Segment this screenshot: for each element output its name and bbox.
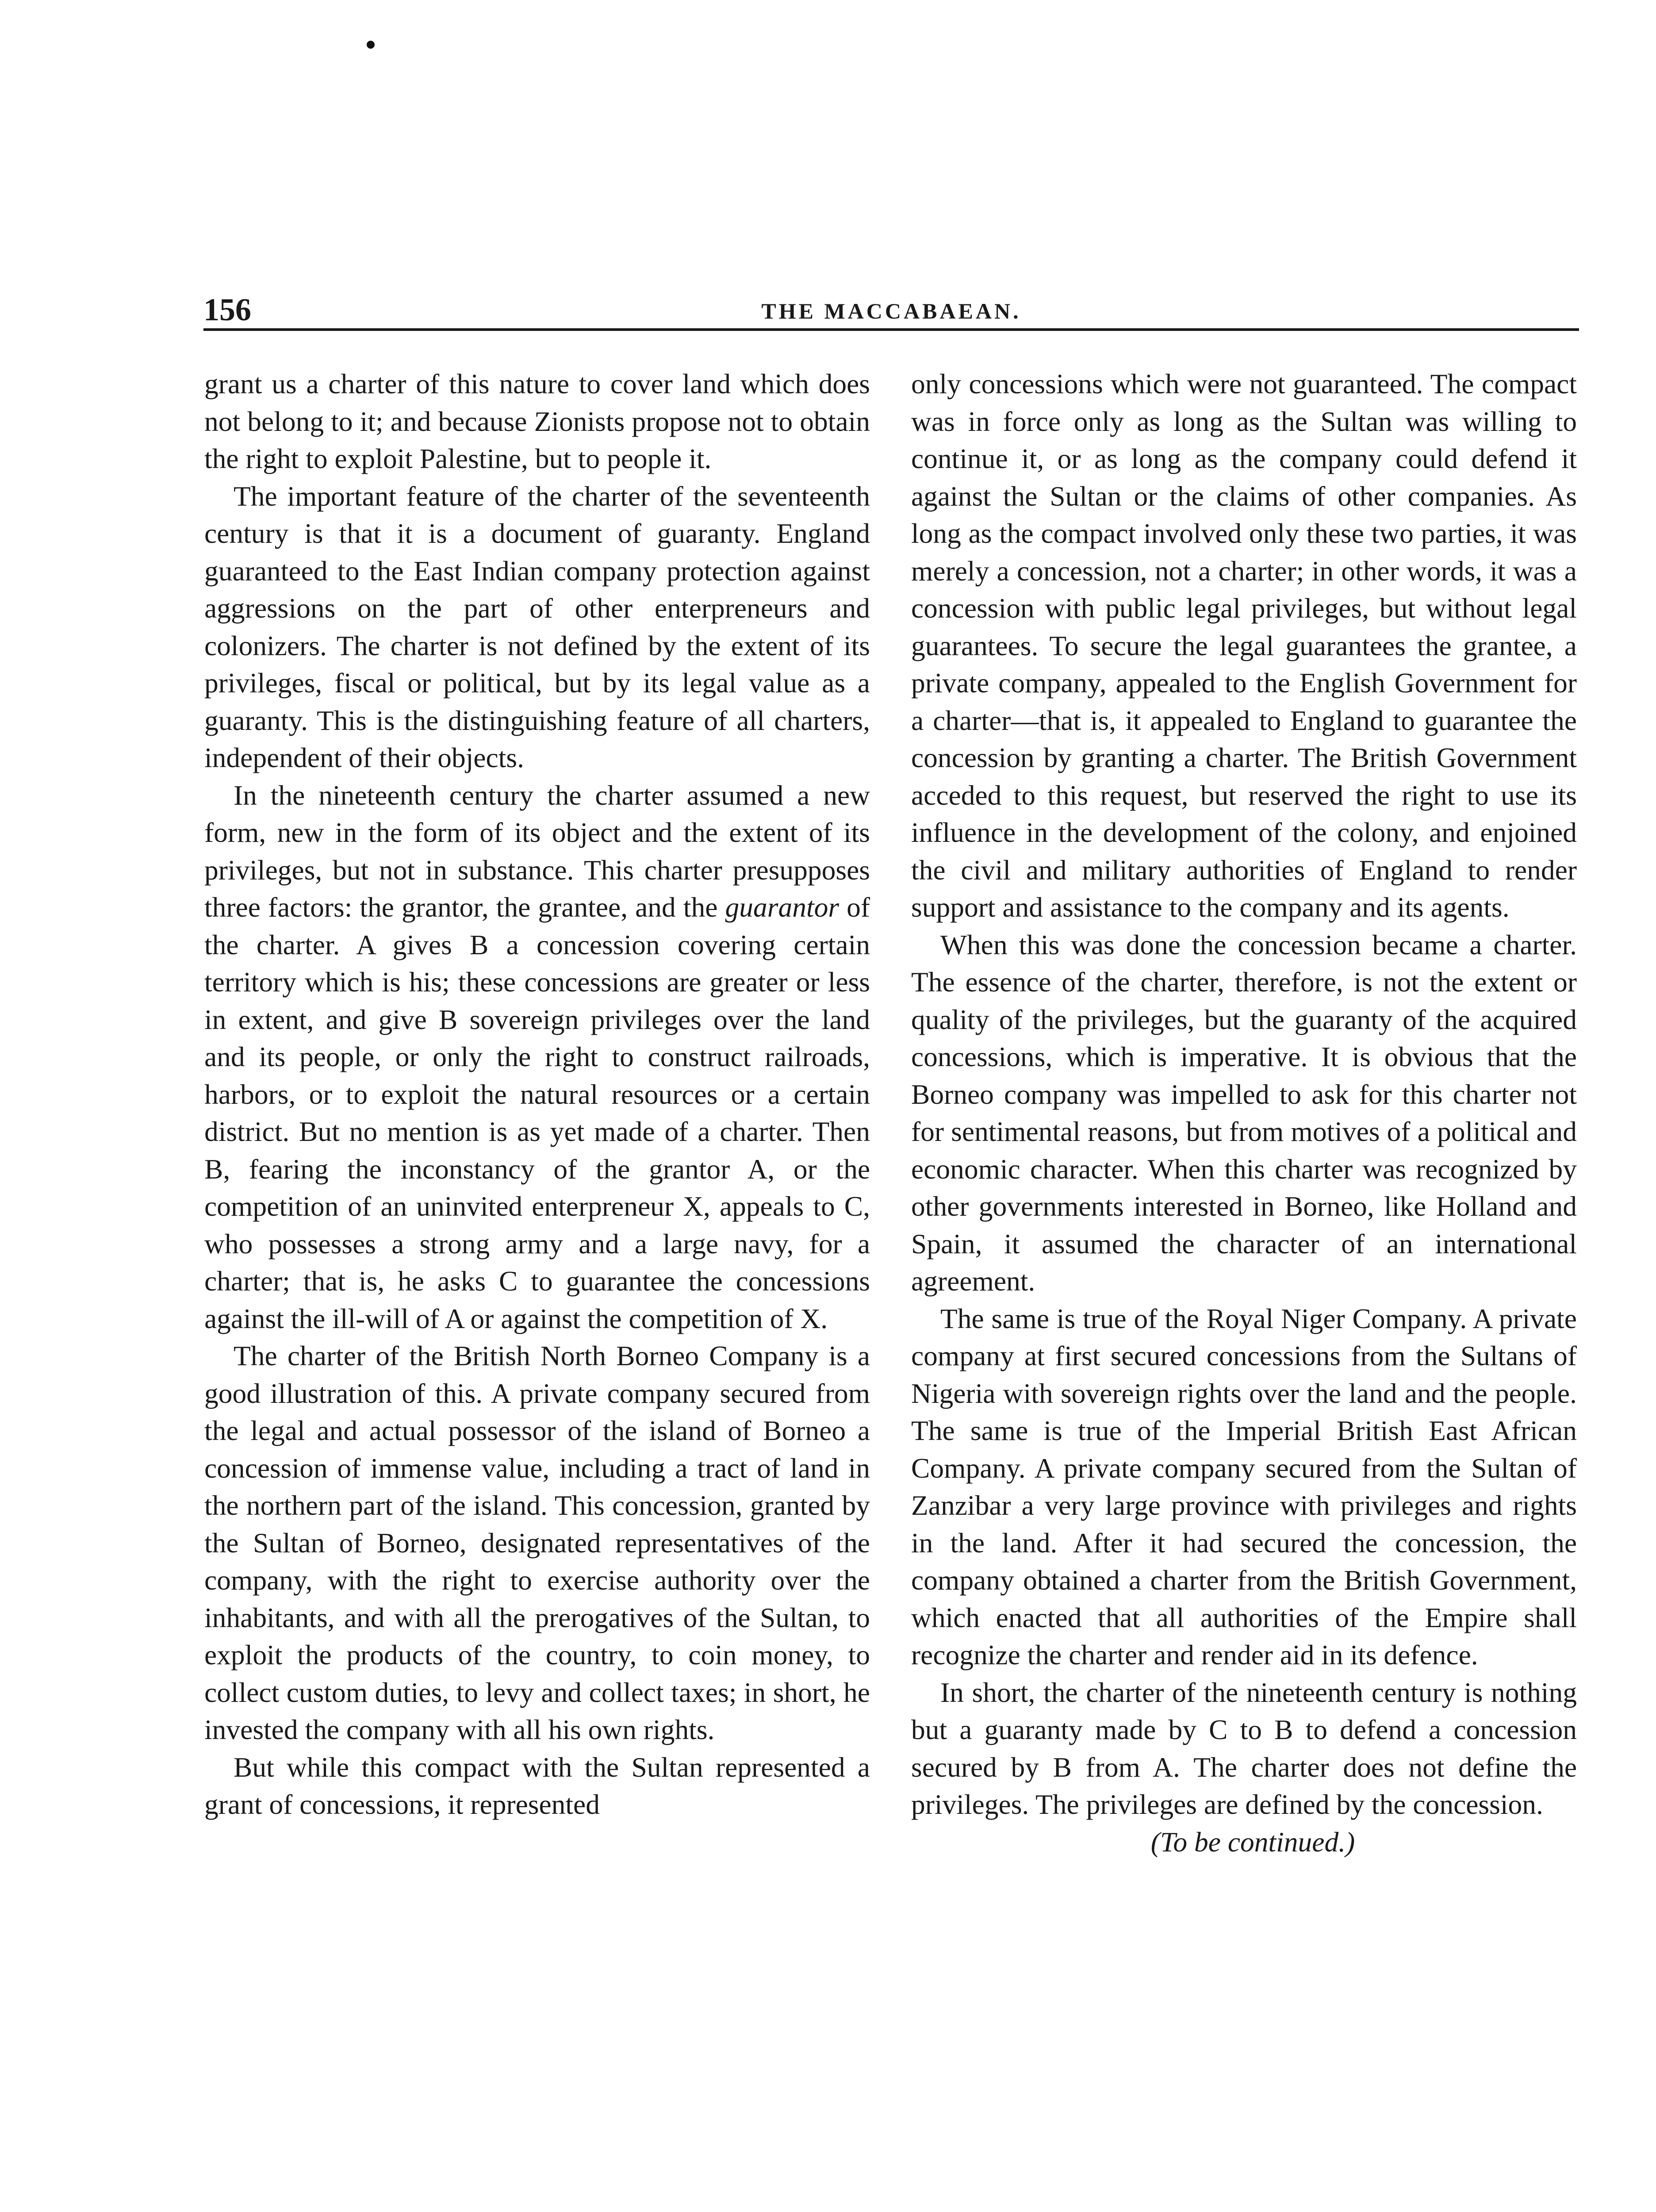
paragraph-text: In the nineteenth century the charter assumed a new form, new in the form of its object and the extent of its privileges, but not in substance. This charter presupposes three factors: the grantor, the grantee, and the <box>204 779 870 923</box>
journal-title: THE MACCABAEAN. <box>761 299 1021 323</box>
paragraph-in-short: In short, the charter of the nineteenth century is nothing but a guaranty made by C to B to defend a concession secured by B from A. The charter does not define the privileges. The privileges are defined by the concession. <box>911 1676 1577 1820</box>
running-header <box>203 288 1579 336</box>
left-column <box>204 365 870 1824</box>
paragraph-continuation: only concessions which were not guaranteed. The compact was in force only as long as the Sultan was willing to continue it, or as long as the company could defend it against the Sultan or the claims of other companies. As long as the compact involved only these two parties, it was merely a concession, not a charter; in other words, it was a concession with public legal privileges, but without legal guarantees. To secure the legal guarantees the grantee, a private company, appealed to the English Government for a charter—that is, it appealed to England to guarantee the concession by granting a charter. The British Government acceded to this request, but reserved the right to use its influence in the development of the colony, and enjoined the civil and military authorities of England to render support and assistance to the company and its agents. <box>911 368 1577 923</box>
page-number: 156 <box>203 292 251 327</box>
paragraph-continuation: grant us a charter of this nature to cover land which does not belong to it; and because Zionists propose not to obtain the right to exploit Palestine, but to people it. <box>204 368 870 474</box>
italic-term: guarantor <box>725 891 840 923</box>
paragraph-concession-became-charter: When this was done the concession became a charter. The essence of the charter, therefore, is not the extent or quality of the privileges, but the guaranty of the acquired concessions, which is imperative. It is obvious that the Borneo company was impelled to ask for this charter not for sentimental reasons, but from motives of a political and economic character. When this charter was recognized by other governments interested in Borneo, like Holland and Spain, it assumed the character of an international agreement. <box>911 929 1577 1297</box>
header-rule <box>203 328 1579 331</box>
paragraph-text: of the charter. A gives B a concession covering certain territory which is his; these concessions are greater or less in extent, and give B sovereign privileges over the land and its people, or only the right to construct railroads, harbors, or to exploit the natural resources or a certain district. But no mention is as yet made of a charter. Then B, fearing the inconstancy of the grantor A, or the competition of an uninvited enterpreneur X, appeals to C, who possesses a strong army and a large navy, for a charter; that is, he asks C to guarantee the concessions against the ill-will of A or against the competition of X. <box>204 891 870 1334</box>
paragraph-seventeenth-century-charter: The important feature of the charter of the seventeenth century is that it is a document of guaranty. England guaranteed to the East Indian company protection against aggressions on the part of other enterpreneurs and colonizers. The charter is not defined by the extent of its privileges, fiscal or political, but by its legal value as a guaranty. This is the distinguishing feature of all charters, independent of their objects. <box>204 480 870 773</box>
right-column <box>911 365 1577 1861</box>
paragraph-nineteenth-century-charter <box>204 777 870 1338</box>
to-be-continued-note: (To be continued.) <box>1150 1826 1355 1858</box>
paragraph-compact-with-sultan: But while this compact with the Sultan represented a grant of concessions, it represented <box>204 1751 870 1820</box>
paragraph-royal-niger-company: The same is true of the Royal Niger Company. A private company at first secured concessions from the Sultans of Nigeria with sovereign rights over the land and the people. The same is true of the Imperial British East African Company. A private company secured from the Sultan of Zanzibar a very large province with privileges and rights in the land. After it had secured the concession, the company obtained a charter from the British Government, which enacted that all authorities of the Empire shall recognize the charter and render aid in its defence. <box>911 1302 1577 1671</box>
ink-speck <box>367 41 375 49</box>
paragraph-north-borneo-company: The charter of the British North Borneo Company is a good illustration of this. A private company secured from the legal and actual possessor of the island of Borneo a concession of immense value, including a tract of land in the northern part of the island. This concession, granted by the Sultan of Borneo, designated representatives of the company, with the right to exercise authority over the inhabitants, and with all the prerogatives of the Sultan, to exploit the products of the country, to coin money, to collect custom duties, to levy and collect taxes; in short, he invested the company with all his own rights. <box>204 1340 870 1745</box>
